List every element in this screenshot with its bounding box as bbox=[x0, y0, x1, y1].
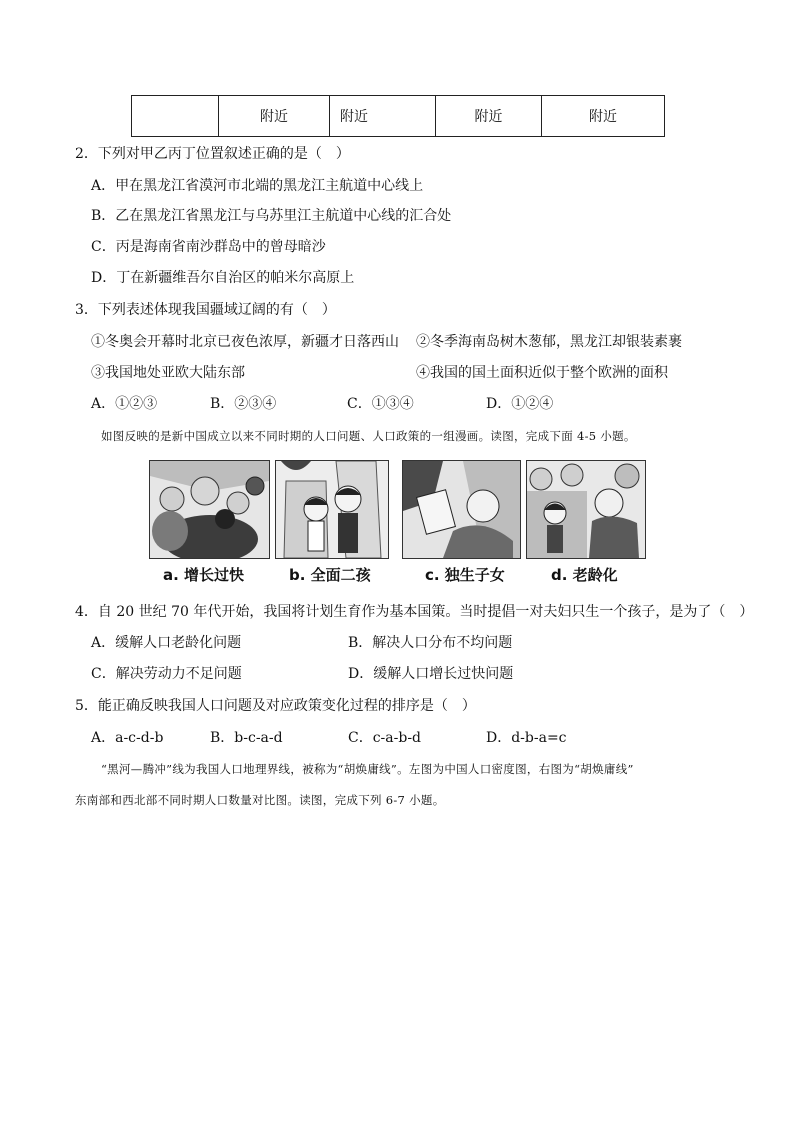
question-3-statement-2: ②冬季海南岛树木葱郁，黑龙江却银装素裹 bbox=[416, 334, 682, 350]
caption-c: c. 独生子女 bbox=[425, 566, 505, 584]
intro-6-7-line-2: 东南部和西北部不同时期人口数量对比图。读图，完成下列 6-7 小题。 bbox=[75, 793, 445, 807]
location-table bbox=[131, 95, 665, 137]
question-2-option-c: C．丙是海南省南沙群岛中的曾母暗沙 bbox=[91, 239, 326, 255]
caption-b: b. 全面二孩 bbox=[289, 566, 371, 584]
question-2-stem: 2．下列对甲乙丙丁位置叙述正确的是（ ） bbox=[75, 146, 350, 162]
question-5-option-b: B．b-c-a-d bbox=[210, 730, 283, 746]
table-cell: 附近 bbox=[330, 96, 436, 137]
question-2-option-b: B．乙在黑龙江省黑龙江与乌苏里江主航道中心线的汇合处 bbox=[91, 208, 452, 224]
table-cell bbox=[132, 96, 219, 137]
question-4-option-d: D．缓解人口增长过快问题 bbox=[348, 666, 514, 682]
question-5-stem: 5．能正确反映我国人口问题及对应政策变化过程的排序是（ ） bbox=[75, 698, 476, 714]
question-3-option-a: A．①②③ bbox=[91, 396, 158, 412]
cartoon-rapid-growth bbox=[149, 460, 270, 559]
table-row bbox=[132, 96, 665, 137]
intro-4-5: 如图反映的是新中国成立以来不同时期的人口问题、人口政策的一组漫画。读图，完成下面 4-5 小题。 bbox=[101, 429, 636, 443]
question-5-option-d: D．d-b-a=c bbox=[486, 730, 567, 746]
caption-a: a. 增长过快 bbox=[163, 566, 245, 584]
question-3-statement-1: ①冬奥会开幕时北京已夜色浓厚，新疆才日落西山 bbox=[91, 334, 399, 350]
question-5-option-a: A．a-c-d-b bbox=[91, 730, 164, 746]
question-5-option-c: C．c-a-b-d bbox=[348, 730, 422, 746]
intro-6-7-line-1: “黑河—腾冲”线为我国人口地理界线，被称为“胡焕庸线”。左图为中国人口密度图，右图为“胡焕庸线” bbox=[101, 762, 634, 776]
cartoon-one-child bbox=[402, 460, 521, 559]
cartoon-two-child bbox=[275, 460, 389, 559]
table-cell: 附近 bbox=[542, 96, 665, 137]
question-3-option-d: D．①②④ bbox=[486, 396, 554, 412]
question-2-option-a: A．甲在黑龙江省漠河市北端的黑龙江主航道中心线上 bbox=[91, 178, 424, 194]
question-3-statement-4: ④我国的国土面积近似于整个欧洲的面积 bbox=[416, 365, 668, 381]
question-4-option-c: C．解决劳动力不足问题 bbox=[91, 666, 242, 682]
table-cell: 附近 bbox=[436, 96, 542, 137]
cartoon-aging bbox=[526, 460, 646, 559]
question-3-statement-3: ③我国地处亚欧大陆东部 bbox=[91, 365, 245, 381]
question-4-option-a: A．缓解人口老龄化问题 bbox=[91, 635, 242, 651]
question-4-stem: 4．自 20 世纪 70 年代开始，我国将计划生育作为基本国策。当时提倡一对夫妇只生一个孩子，是为了（ ） bbox=[75, 604, 754, 620]
caption-d: d. 老龄化 bbox=[551, 566, 618, 584]
question-3-option-b: B．②③④ bbox=[210, 396, 277, 412]
table-cell: 附近 bbox=[219, 96, 330, 137]
question-2-option-d: D．丁在新疆维吾尔自治区的帕米尔高原上 bbox=[91, 270, 355, 286]
question-4-option-b: B．解决人口分布不均问题 bbox=[348, 635, 513, 651]
question-3-option-c: C．①③④ bbox=[347, 396, 414, 412]
question-3-stem: 3．下列表述体现我国疆域辽阔的有（ ） bbox=[75, 302, 336, 318]
